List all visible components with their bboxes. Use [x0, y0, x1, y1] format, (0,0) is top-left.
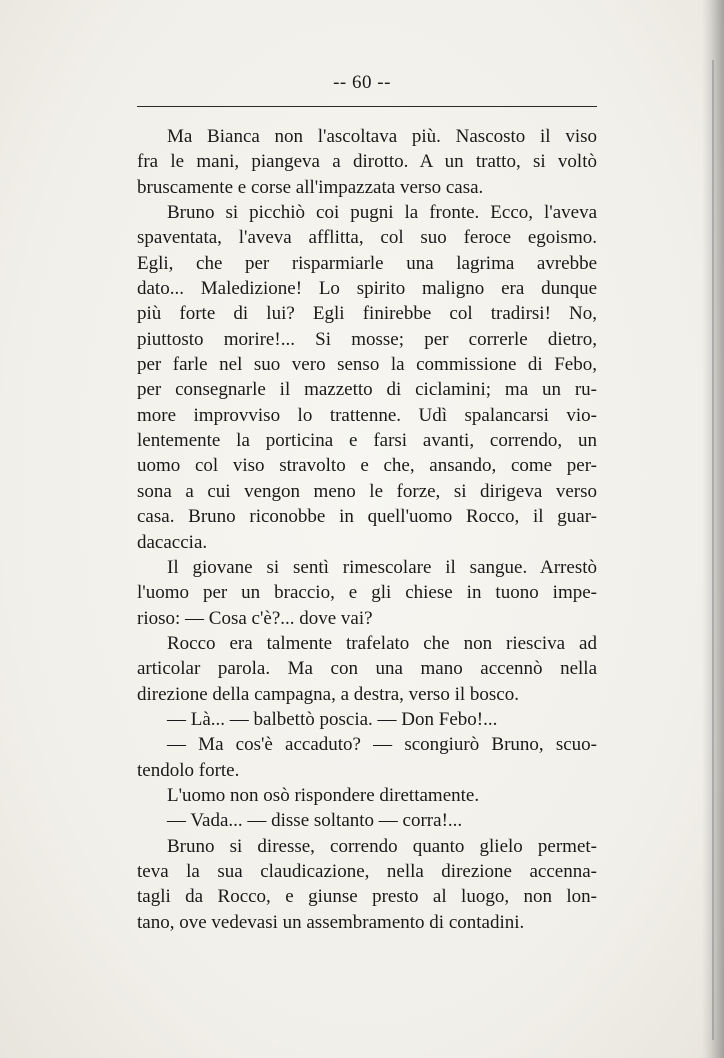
paragraph: [137, 631, 597, 707]
text-line: per consegnarle il mazzetto di ciclamini; ma un ru-: [137, 379, 597, 401]
text-line: l'uomo per un braccio, e gli chiese in tuono impe-: [137, 582, 597, 604]
text-line: fra le mani, piangeva a dirotto. A un tratto, si voltò: [137, 151, 597, 173]
paragraph: [137, 783, 597, 808]
text-line: Bruno si picchiò coi pugni la fronte. Ecco, l'aveva: [167, 202, 597, 224]
text-line: tano, ove vedevasi un assembramento di contadini.: [137, 911, 525, 933]
text-line: — Ma cos'è accaduto? — scongiurò Bruno, scuo-: [167, 734, 597, 756]
text-line: tagli da Rocco, e giunse presto al luogo, non lon-: [137, 886, 597, 908]
paragraph: [137, 555, 597, 631]
header-rule: [137, 106, 597, 107]
text-line: lentemente la porticina e farsi avanti, correndo, un: [137, 430, 597, 452]
paragraph: [137, 834, 597, 935]
paragraph: [137, 732, 597, 783]
text-line: Il giovane si sentì rimescolare il sangue. Arrestò: [167, 556, 597, 578]
text-line: articolar parola. Ma con una mano accennò nella: [137, 658, 597, 680]
text-line: bruscamente e corse all'impazzata verso casa.: [137, 176, 484, 198]
text-line: teva la sua claudicazione, nella direzione accenna-: [137, 860, 597, 882]
text-line: more improvviso lo trattenne. Udì spalancarsi vio-: [137, 404, 597, 426]
text-line: spaventata, l'aveva afflitta, col suo feroce egoismo.: [137, 227, 597, 249]
paragraph: [137, 707, 597, 732]
text-line: tendolo forte.: [137, 759, 240, 781]
text-line: — Là... — balbettò poscia. — Don Febo!...: [167, 708, 498, 730]
text-line: Ma Bianca non l'ascoltava più. Nascosto il viso: [167, 126, 597, 147]
text-line: piuttosto morire!... Si mosse; per correrle dietro,: [137, 328, 597, 350]
text-line: uomo col viso stravolto e che, ansando, come per-: [137, 455, 597, 477]
text-line: per farle nel suo vero senso la commissione di Febo,: [137, 354, 597, 376]
text-body: [137, 124, 597, 935]
text-line: — Vada... — disse soltanto — corra!...: [167, 810, 463, 832]
page-number: -- 60 --: [333, 72, 391, 93]
text-line: sona a cui vengon meno le forze, si dirigeva verso: [137, 480, 597, 502]
text-line: rioso: — Cosa c'è?... dove vai?: [137, 607, 373, 629]
page-edge-line: [712, 60, 714, 1040]
text-line: più forte di lui? Egli finirebbe col tradirsi! No,: [137, 303, 597, 325]
text-line: L'uomo non osò rispondere direttamente.: [167, 784, 480, 806]
paragraph: [137, 124, 597, 200]
text-line: Rocco era talmente trafelato che non riesciva ad: [167, 632, 597, 654]
text-line: casa. Bruno riconobbe in quell'uomo Rocco, il guar-: [137, 506, 597, 528]
text-line: direzione della campagna, a destra, verso il bosco.: [137, 683, 519, 705]
paragraph: [137, 808, 597, 833]
text-line: dacaccia.: [137, 531, 208, 553]
paragraph: [137, 200, 597, 555]
text-line: dato... Maledizione! Lo spirito maligno era dunque: [137, 278, 597, 300]
text-line: Egli, che per risparmiarle una lagrima avrebbe: [137, 252, 597, 274]
text-line: Bruno si diresse, correndo quanto glielo permet-: [167, 835, 597, 857]
